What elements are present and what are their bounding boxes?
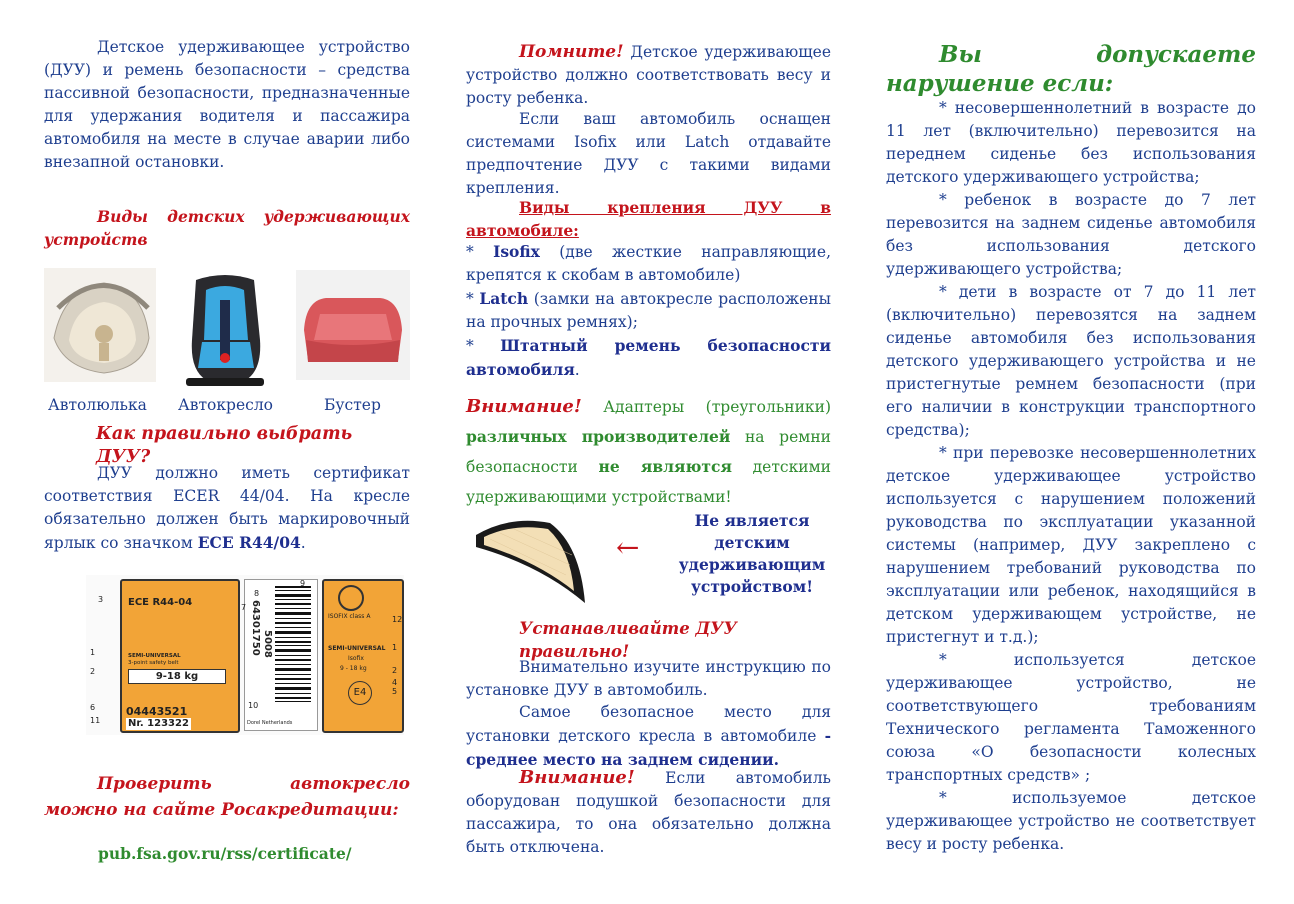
cert-paragraph [44,462,410,555]
infant-carrier-image [44,268,156,382]
label-left-class: SEMI-UNIVERSAL [128,653,181,659]
callout-left-4: 6 [90,703,96,712]
cert-mark: ECE R44/04 [197,533,301,552]
booster-image [296,270,410,380]
callout-mid-4: 10 [248,701,259,710]
callout-left-5: 11 [90,716,101,725]
label-emark: E4 [348,681,372,705]
seat-label-carseat: Автокресло [178,396,274,414]
arrow-left-icon: ← [616,531,640,564]
label-left-header: ECE R44-04 [128,597,193,608]
callout-left-2: 1 [90,648,96,657]
callout-right-1: 12 [392,615,403,624]
mount-item-latch: * Latch (замки на автокресле расположены на прочных ремнях); [466,289,831,331]
label-left-belt: 3-point safety belt [128,660,179,666]
violation-item: * при перевозке несовершеннолетних детское удерживающее устройство используется с нарушением положений руководства по эксплуатации указанной системы (например, ДУУ закреплено с нарушением требований руководства по эксплуатации или ребенок, находящийся в детском удерживающем устройстве, не пристегнут и т.д.); [886,444,1256,646]
callout-right-5: 5 [392,687,398,696]
attention-label: Внимание! [466,396,582,417]
label-right-class: SEMI-UNIVERSAL [328,645,386,652]
adapter-warning: Внимание! Адаптеры (треугольники) различных производителей на ремни безопасности не являются детскими удерживающими устройствами! [466,396,831,506]
violation-item: * несовершеннолетний в возрасте до 11 лет (включительно) перевозится на переднем сиденье без использования детского удерживающего устройства; [886,99,1256,186]
attention2-label: Внимание! [519,767,635,788]
cert-text: ДУУ должно иметь сертификат соответствия ECER 44/04. На кресле обязательно должен быть маркировочный ярлык со значком [44,464,410,552]
certification-label-image [86,575,404,735]
choose-heading: Как правильно выбрать ДУУ? [96,424,353,467]
label-left-weight: 9-18 kg [128,669,226,684]
mount-item-isofix: * Isofix (две жесткие направляющие, крепятся к скобам в автомобиле) [466,242,831,284]
remember-label: Помните! [519,42,624,62]
callout-left-3: 2 [90,667,96,676]
isofix-paragraph: Если ваш автомобиль оснащен системами Isofix или Latch отдавайте предпочтение ДУУ с такими видами крепления. [466,110,831,197]
remember-text: Детское удерживающее устройство должно соответствовать весу и росту ребенка. [466,43,831,107]
safest-place-paragraph: Самое безопасное место для установки детского кресла в автомобиле - среднее место на заднем сидении. [466,703,831,769]
label-vertical-code: 64301750 [250,600,261,656]
violation-item: * дети в возрасте от 7 до 11 лет (включительно) перевозятся на заднем сиденье автомобиля без использования детского удерживающего устройства и не пристегнутые ремнем безопасности (при его наличии в конструкции транспортного средства); [886,283,1256,439]
callout-right-4: 4 [392,678,398,687]
label-right-weight: 9 - 18 kg [340,665,367,672]
install-paragraph: Внимательно изучите инструкцию по установке ДУУ в автомобиль. [466,658,831,699]
seat-types-heading-line1: Виды детских удерживающих [97,207,410,226]
remember-paragraph [466,41,831,110]
cert-end: . [300,534,306,552]
mount-heading: Виды крепления ДУУ в автомобиле: [466,198,831,240]
belt-adapter-image [470,505,592,609]
label-right-class-a: ISOFIX class A [328,613,371,620]
barcode [275,586,311,704]
violations-list [886,97,1256,856]
violations-heading: Вы допускаете нарушение если: [886,41,1256,97]
check-heading: Проверить автокресло можно на сайте Росакредитации: [44,774,410,820]
violation-item: * используемое детское удерживающее устройство не соответствует весу и росту ребенка. [886,789,1256,853]
label-left-panel [120,579,240,733]
mount-list [466,240,831,382]
callout-right-2: 1 [392,643,398,652]
certificate-url[interactable]: pub.fsa.gov.ru/rss/certificate/ [98,844,352,863]
callout-mid-1: 7 [241,603,247,612]
violation-item: * ребенок в возрасте до 7 лет перевозится на заднем сиденье автомобиля без использования детского удерживающего устройства; [886,191,1256,278]
label-vertical-code2: 5008 [262,630,273,658]
airbag-paragraph: Внимание! Если автомобиль оборудован подушкой безопасности для пассажира, то она обязательно должна быть отключена. [466,767,831,856]
mount-item-belt: * Штатный ремень безопасности автомобиля. [466,336,831,379]
callout-right-3: 2 [392,666,398,675]
seat-label-carrier: Автолюлька [48,396,147,414]
isofix-icon [338,585,364,611]
label-right-isofix: Isofix [348,655,364,662]
label-left-code: 04443521 [126,705,188,718]
seat-types-heading-line2: устройств [44,230,148,249]
not-device-caption: Не является детским удерживающим устройством! [678,511,826,596]
callout-mid-2: 8 [254,589,260,598]
label-left-nr: Nr. 123322 [128,718,189,729]
violation-item: * используется детское удерживающее устройство, не соответствующего требованиям Технического регламента Таможенного союза «О безопасности колесных транспортных средств» ; [886,651,1256,784]
seat-types-heading [44,205,410,251]
car-seat-image [176,270,274,388]
label-right-panel [322,579,404,733]
callout-mid-3: 9 [300,579,306,588]
label-maker: Dorel Netherlands [247,720,293,726]
install-heading: Устанавливайте ДУУ правильно! [519,619,737,661]
callout-left-1: 3 [98,595,104,604]
intro-paragraph: Детское удерживающее устройство (ДУУ) и ремень безопасности – средства пассивной безопасности, предназначенные для удержания водителя и пассажира автомобиля на месте в случае аварии либо внезапной остановки. [44,38,410,171]
seat-label-booster: Бустер [324,396,381,414]
